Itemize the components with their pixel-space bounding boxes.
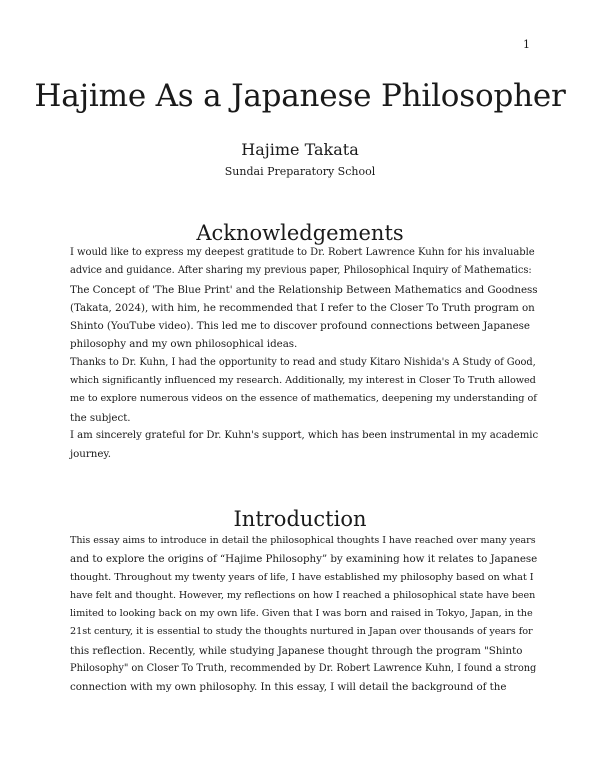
text-line: journey. [70, 448, 111, 461]
paper-title: Hajime As a Japanese Philosopher [34, 78, 566, 114]
introduction-heading: Introduction [233, 507, 367, 531]
text-line: I am sincerely grateful for Dr. Kuhn's support, which has been instrumental in my academic [70, 429, 539, 441]
text-line: (Takata, 2024), with him, he recommended that I refer to the Closer To Truth program on [70, 301, 535, 314]
text-line: advice and guidance. After sharing my previous paper, Philosophical Inquiry of Mathematics: [70, 265, 532, 277]
author-name: Hajime Takata [241, 140, 359, 159]
text-line: limited to looking back on my own life. Given that I was born and raised in Tokyo, Japan, in the [70, 608, 533, 620]
text-line: this reflection. Recently, while studying Japanese thought through the program "Shinto [70, 644, 523, 657]
text-line: connection with my own philosophy. In this essay, I will detail the background of the [70, 681, 507, 694]
text-line: which significantly influenced my research. Additionally, my interest in Closer To Truth allowed [70, 375, 536, 387]
introduction-body [70, 532, 538, 697]
text-line: the subject. [70, 411, 131, 424]
text-line: This essay aims to introduce in detail the philosophical thoughts I have reached over many years [70, 535, 536, 546]
text-line: The Concept of 'The Blue Print' and the Relationship Between Mathematics and Goodness [70, 283, 538, 296]
text-line: me to explore numerous videos on the essence of mathematics, deepening my understanding of [70, 393, 537, 405]
author-affiliation: Sundai Preparatory School [224, 165, 376, 178]
text-line: and to explore the origins of “Hajime Philosophy” by examining how it relates to Japanese [70, 553, 538, 566]
text-line: I would like to express my deepest gratitude to Dr. Robert Lawrence Kuhn for his invaluable [70, 247, 535, 258]
acknowledgements-body [70, 244, 538, 464]
text-line: Shinto (YouTube video). This led me to discover profound connections between Japanese [70, 320, 530, 333]
text-line: Thanks to Dr. Kuhn, I had the opportunity to read and study Kitaro Nishida's A Study of Good, [70, 356, 536, 368]
text-line: philosophy and my own philosophical ideas. [70, 338, 298, 351]
text-line: thought. Throughout my twenty years of life, I have established my philosophy based on what I [70, 571, 534, 583]
text-line: have felt and thought. However, my reflections on how I reached a philosophical state have been [70, 589, 536, 601]
text-line: 21st century, it is essential to study the thoughts nurtured in Japan over thousands of years for [70, 626, 533, 638]
acknowledgements-heading: Acknowledgements [196, 221, 404, 245]
text-line: Philosophy" on Closer To Truth, recommended by Dr. Robert Lawrence Kuhn, I found a strong [70, 663, 537, 675]
page-number: 1 [523, 38, 530, 51]
